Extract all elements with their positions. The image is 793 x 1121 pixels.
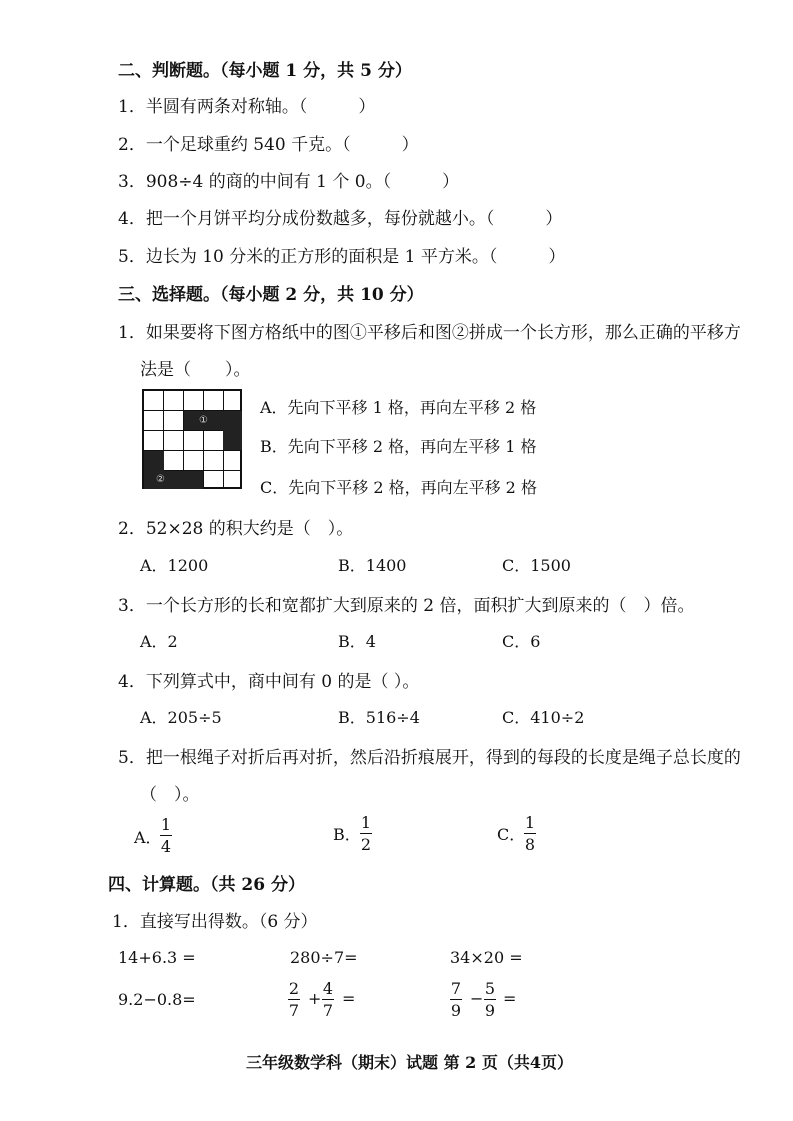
judge-item-5: 5．边长为 10 分米的正方形的面积是 1 平方米。（ ）	[118, 247, 566, 267]
fraction-denominator: 7	[322, 1001, 334, 1020]
fraction-numerator: 4	[322, 979, 334, 998]
fraction-numerator: 1	[160, 815, 172, 834]
section-2-title: 二、判断题。（每小题 1 分，共 5 分）	[118, 61, 412, 81]
choice-q1-line1: 1．如果要将下图方格纸中的图①平移后和图②拼成一个长方形，那么正确的平移方	[118, 323, 741, 343]
fraction-denominator: 7	[288, 1001, 300, 1020]
fraction-numerator: 1	[524, 813, 536, 832]
grid-figure	[142, 389, 242, 489]
choice-q2-option-a: A．1200	[140, 556, 209, 575]
calc-expr-5-eq: =	[342, 989, 356, 1008]
choice-q1-option-c: C．先向下平移 2 格，再向左平移 2 格	[260, 478, 537, 497]
fraction-numerator: 5	[484, 979, 496, 998]
choice-q2-stem: 2．52×28 的积大约是（ ）。	[118, 519, 354, 539]
calc-expr-5-op: +	[308, 989, 322, 1008]
calc-expr-2: 280÷7=	[290, 948, 358, 967]
choice-q4-option-a: A．205÷5	[140, 708, 222, 727]
choice-q5-option-c-label: C．	[497, 825, 526, 844]
fraction-denominator: 9	[450, 1001, 462, 1020]
fraction-denominator: 8	[524, 835, 536, 854]
calc-expr-6-frac2	[484, 979, 496, 1020]
shape-2-tail	[164, 471, 203, 489]
choice-q1-option-b: B．先向下平移 2 格，再向左平移 1 格	[260, 437, 537, 456]
shape-2-label: ②	[156, 474, 165, 485]
choice-q2-option-c: C．1500	[502, 556, 571, 575]
fraction-denominator: 9	[484, 1001, 496, 1020]
choice-q5-option-a-fraction	[160, 815, 172, 856]
choice-q3-option-a: A．2	[140, 632, 178, 651]
fraction-denominator: 2	[360, 835, 372, 854]
calc-expr-1: 14+6.3 =	[118, 948, 196, 967]
choice-q5-line1: 5．把一根绳子对折后再对折，然后沿折痕展开，得到的每段的长度是绳子总长度的	[118, 748, 741, 768]
choice-q1-line2: 法是（ ）。	[140, 360, 251, 380]
calc-q1-title: 1．直接写出得数。（6 分）	[112, 912, 318, 932]
fraction-numerator: 7	[450, 979, 462, 998]
calc-expr-4: 9.2−0.8=	[118, 990, 196, 1009]
calc-expr-6-eq: =	[503, 989, 517, 1008]
choice-q2-option-b: B．1400	[338, 556, 407, 575]
choice-q3-option-c: C．6	[502, 632, 541, 651]
calc-expr-6-frac1	[450, 979, 462, 1020]
calc-expr-5-frac1	[288, 979, 300, 1020]
fraction-numerator: 2	[288, 979, 300, 998]
choice-q3-option-b: B．4	[338, 632, 376, 651]
judge-item-1: 1．半圆有两条对称轴。（ ）	[118, 97, 376, 117]
shape-1-tail	[223, 430, 242, 450]
choice-q4-stem: 4．下列算式中，商中间有 0 的是（ ）。	[118, 672, 420, 692]
shape-1-label: ①	[199, 415, 208, 426]
calc-expr-6-op: −	[470, 989, 484, 1008]
choice-q1-option-a: A．先向下平移 1 格，再向左平移 2 格	[260, 398, 537, 417]
fraction-denominator: 4	[160, 837, 172, 856]
calc-expr-3: 34×20 =	[450, 948, 523, 967]
page-footer: 三年级数学科（期末）试题 第 2 页（共4页）	[246, 1053, 573, 1072]
choice-q5-option-b-fraction	[360, 813, 372, 854]
shape-1	[184, 411, 242, 430]
fraction-numerator: 1	[360, 813, 372, 832]
choice-q3-stem: 3．一个长方形的长和宽都扩大到原来的 2 倍，面积扩大到原来的（ ）倍。	[118, 596, 695, 616]
choice-q5-line2: （ ）。	[140, 785, 200, 805]
calc-expr-5-frac2	[322, 979, 334, 1020]
judge-item-3: 3．908÷4 的商的中间有 1 个 0。（ ）	[118, 172, 460, 192]
choice-q4-option-b: B．516÷4	[338, 708, 420, 727]
choice-q5-option-a-label: A．	[134, 828, 162, 847]
section-3-title: 三、选择题。（每小题 2 分，共 10 分）	[118, 285, 424, 305]
judge-item-4: 4．把一个月饼平均分成份数越多，每份就越小。（ ）	[118, 209, 563, 229]
section-4-title: 四、计算题。（共 26 分）	[108, 875, 305, 895]
judge-item-2: 2．一个足球重约 540 千克。（ ）	[118, 135, 419, 155]
choice-q5-option-c-fraction	[524, 813, 536, 854]
choice-q4-option-c: C．410÷2	[502, 708, 585, 727]
choice-q5-option-b-label: B．	[333, 825, 361, 844]
